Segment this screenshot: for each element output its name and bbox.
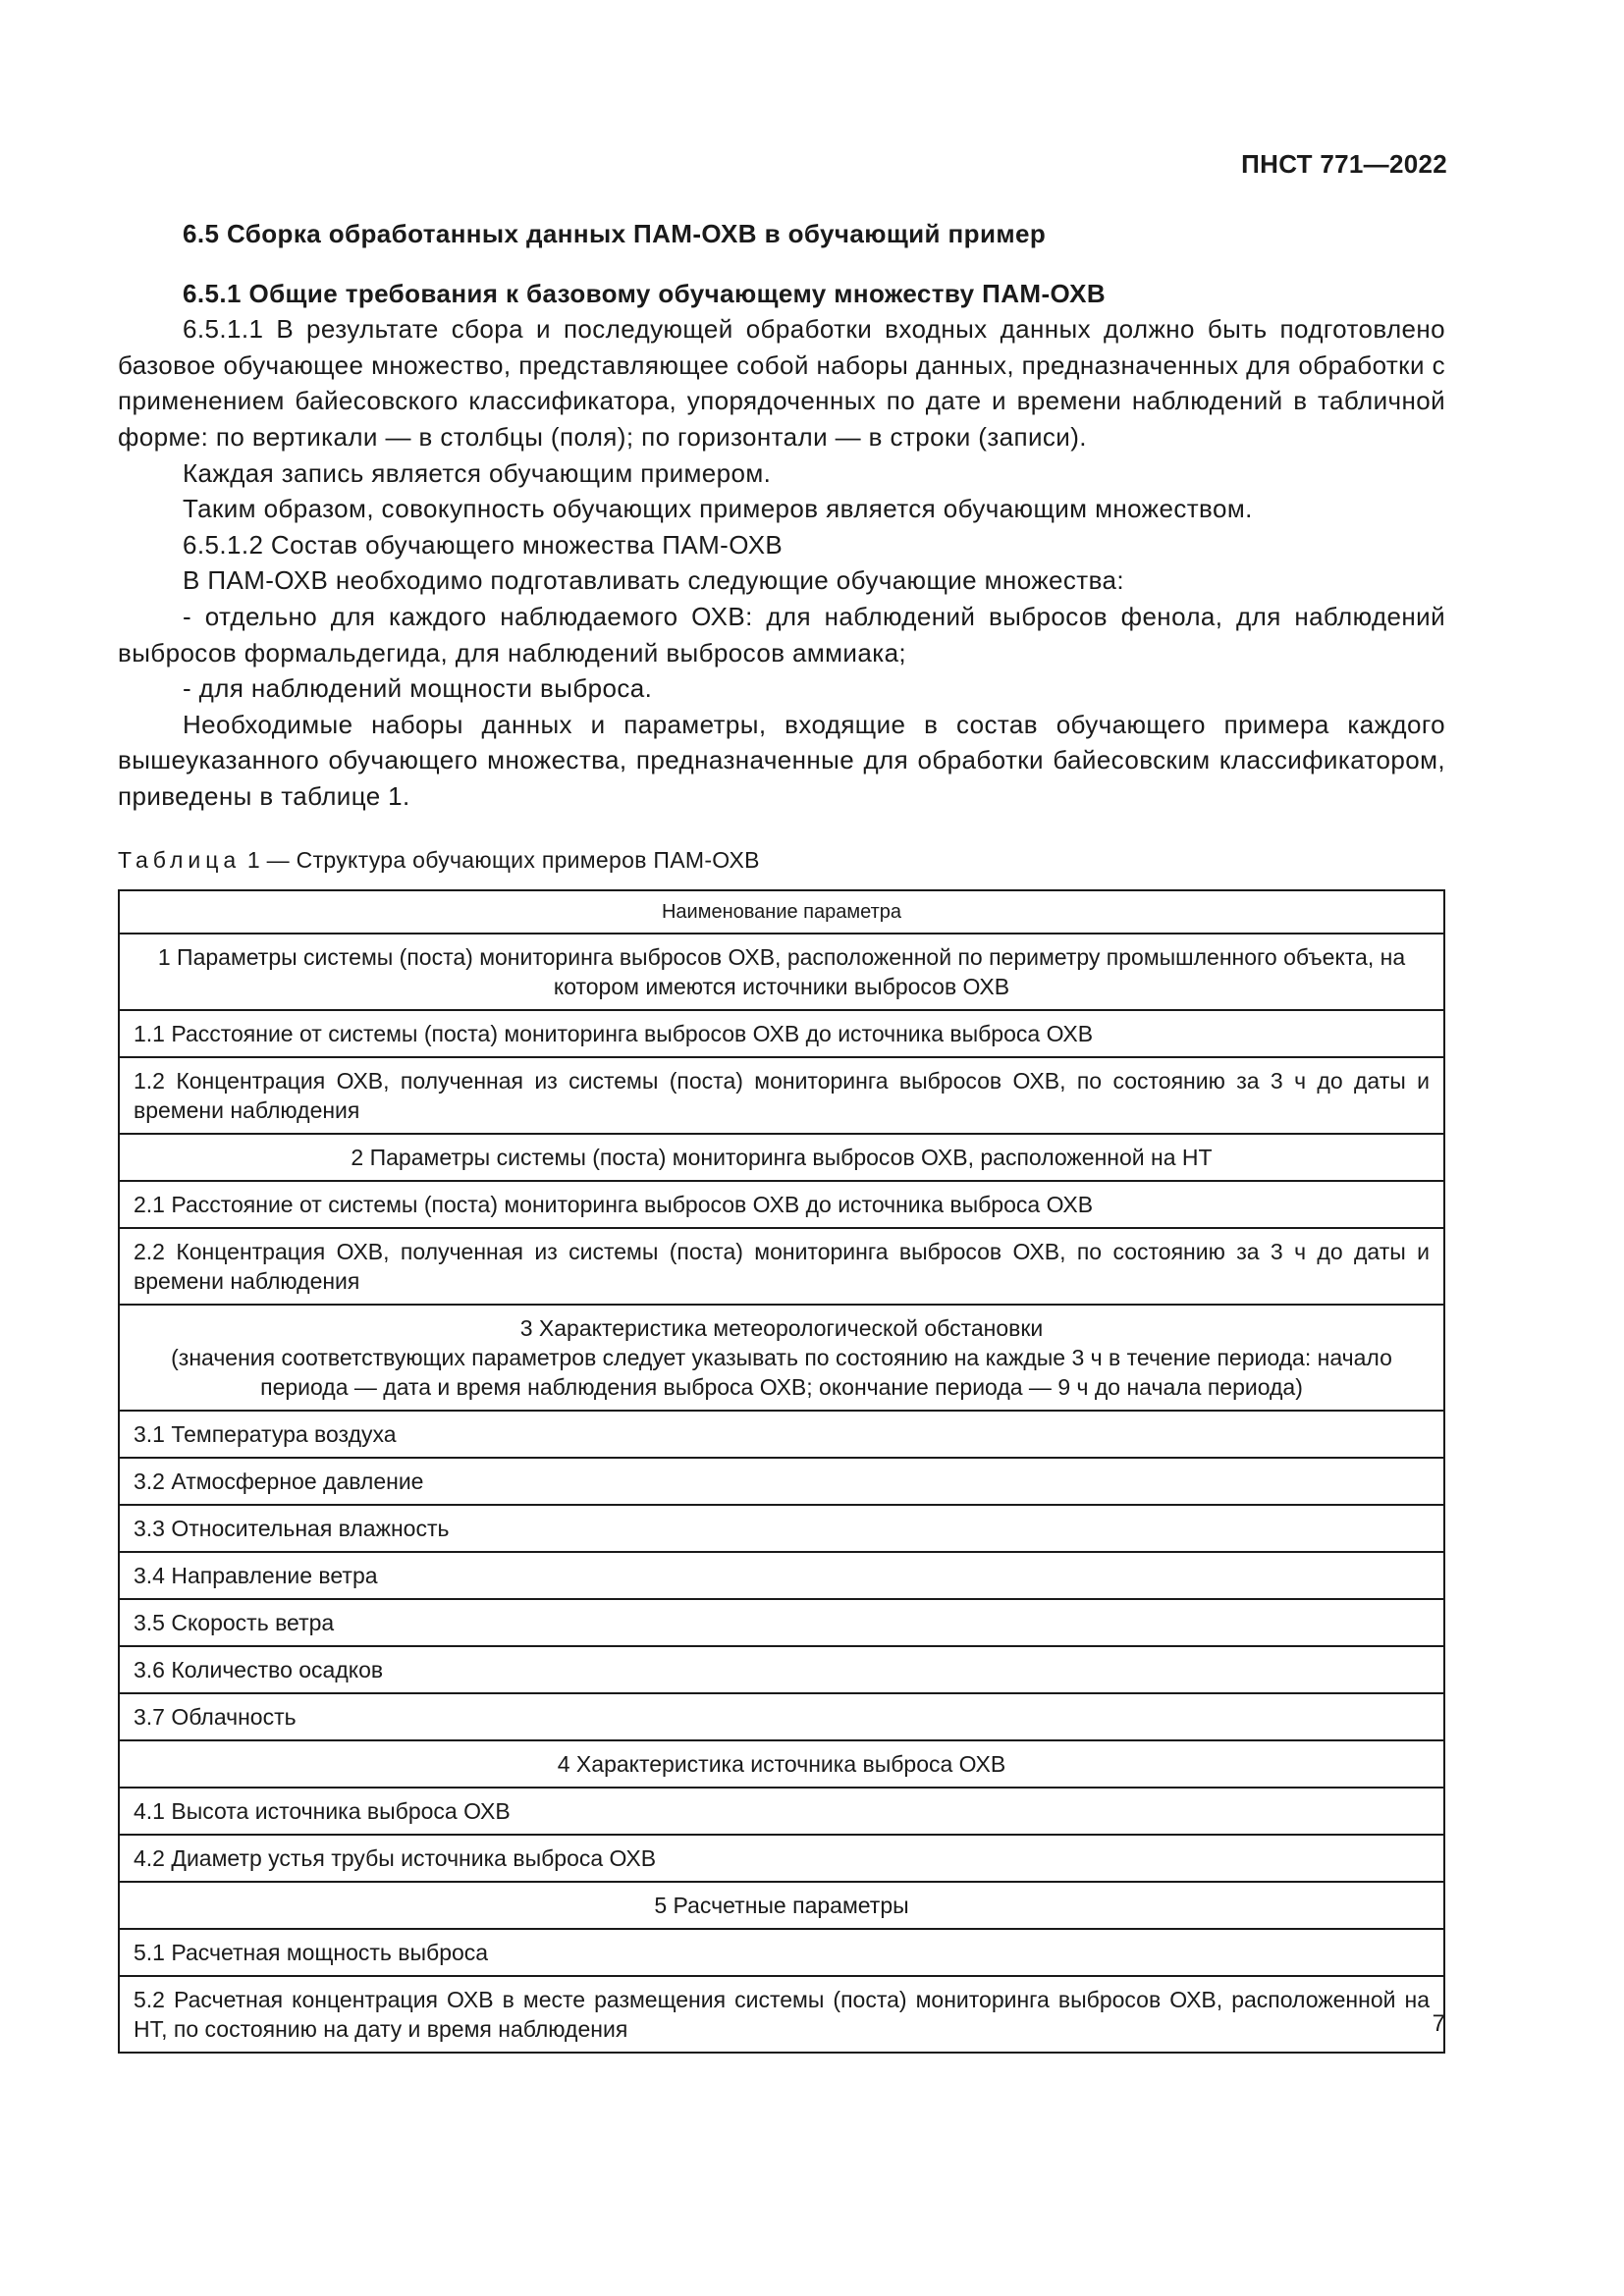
- table-cell: 1.2 Концентрация ОХВ, полученная из системы (поста) мониторинга выбросов ОХВ, по состоянию за 3 ч до даты и времени наблюдения: [119, 1057, 1444, 1134]
- paragraph: - для наблюдений мощности выброса.: [183, 673, 653, 704]
- paragraph: 6.5.1.1 В результате сбора и последующей обработки входных данных должно быть подготовлено базовое обучающее множество, представляющее собой наборы данных, предназначенных для обработки с применением байесовского классификатора, упорядоченных по дате и времени наблюдений в табличной форме: по вертикали — в столбцы (поля); по горизонтали — в строки (записи).: [118, 314, 1445, 452]
- table-row: [119, 1976, 1444, 2053]
- table-section-row: [119, 1882, 1444, 1929]
- parameters-table: [118, 889, 1445, 2054]
- table-row: [119, 1599, 1444, 1646]
- table-row: [119, 1228, 1444, 1305]
- table-caption-title: 1 — Структура обучающих примеров ПАМ-ОХВ: [246, 846, 760, 873]
- table-cell: [119, 1305, 1444, 1411]
- paragraph: В ПАМ-ОХВ необходимо подготавливать следующие обучающие множества:: [183, 565, 1125, 596]
- section-heading-6-5: 6.5 Сборка обработанных данных ПАМ-ОХВ в обучающий пример: [183, 219, 1047, 248]
- table-section-row: [119, 1134, 1444, 1181]
- document-code: ПНСТ 771—2022: [1241, 149, 1447, 179]
- table-header-row: [119, 890, 1444, 934]
- table-row: [119, 1693, 1444, 1740]
- table-cell: 3.6 Количество осадков: [119, 1646, 1444, 1693]
- table-cell: 3.5 Скорость ветра: [119, 1599, 1444, 1646]
- table-cell: 2.2 Концентрация ОХВ, полученная из системы (поста) мониторинга выбросов ОХВ, по состоянию за 3 ч до даты и времени наблюдения: [119, 1228, 1444, 1305]
- table-row: [119, 1181, 1444, 1228]
- table-cell: 2 Параметры системы (поста) мониторинга выбросов ОХВ, расположенной на НТ: [119, 1134, 1444, 1181]
- paragraph: Таким образом, совокупность обучающих примеров является обучающим множеством.: [183, 494, 1253, 524]
- table-cell: 4.2 Диаметр устья трубы источника выброса ОХВ: [119, 1835, 1444, 1882]
- section-title: 3 Характеристика метеорологической обстановки: [519, 1315, 1044, 1342]
- table-row: [119, 1646, 1444, 1693]
- table-cell: 3.1 Температура воздуха: [119, 1411, 1444, 1458]
- table-caption: [118, 842, 1445, 879]
- table-row: [119, 1411, 1444, 1458]
- table-cell: 1 Параметры системы (поста) мониторинга выбросов ОХВ, расположенной по периметру промышленного объекта, на котором имеются источники выбросов ОХВ: [119, 934, 1444, 1010]
- paragraph: - отдельно для каждого наблюдаемого ОХВ: для наблюдений выбросов фенола, для наблюдений выбросов формальдегида, для наблюдений выбросов аммиака;: [118, 601, 1445, 667]
- section-note: (значения соответствующих параметров следует указывать по состоянию на каждые 3 ч в течение периода: начало периода — дата и время наблюдения выброса ОХВ; окончание периода — 9 ч до начала периода): [171, 1345, 1392, 1401]
- table-cell: 3.7 Облачность: [119, 1693, 1444, 1740]
- section-heading-6-5-1: 6.5.1 Общие требования к базовому обучающему множеству ПАМ-ОХВ: [183, 278, 1107, 308]
- column-header: Наименование параметра: [119, 890, 1444, 934]
- table-section-row: [119, 1305, 1444, 1411]
- table-row: [119, 1505, 1444, 1552]
- table-cell: 1.1 Расстояние от системы (поста) мониторинга выбросов ОХВ до источника выброса ОХВ: [119, 1010, 1444, 1057]
- paragraph: Необходимые наборы данных и параметры, входящие в состав обучающего примера каждого вышеуказанного обучающего множества, предназначенные для обработки байесовским классификатором, приведены в таблице 1.: [118, 709, 1445, 811]
- paragraph: 6.5.1.2 Состав обучающего множества ПАМ-ОХВ: [183, 529, 784, 560]
- table-row: [119, 1458, 1444, 1505]
- table-caption-label: Таблица: [118, 846, 242, 873]
- table-cell: 5 Расчетные параметры: [119, 1882, 1444, 1929]
- page-content: [118, 216, 1445, 2054]
- table-section-row: [119, 1740, 1444, 1788]
- table-row: [119, 1788, 1444, 1835]
- table-cell: 4.1 Высота источника выброса ОХВ: [119, 1788, 1444, 1835]
- table-row: [119, 1057, 1444, 1134]
- table-row: [119, 1010, 1444, 1057]
- table-row: [119, 1552, 1444, 1599]
- table-cell: 5.2 Расчетная концентрация ОХВ в месте размещения системы (поста) мониторинга выбросов ОХВ, расположенной на НТ, по состоянию на дату и время наблюдения: [119, 1976, 1444, 2053]
- page-number: 7: [1432, 2010, 1445, 2037]
- paragraph: Каждая запись является обучающим примером.: [183, 457, 772, 488]
- table-cell: 3.3 Относительная влажность: [119, 1505, 1444, 1552]
- table-cell: 3.4 Направление ветра: [119, 1552, 1444, 1599]
- table-section-row: [119, 934, 1444, 1010]
- table-cell: 5.1 Расчетная мощность выброса: [119, 1929, 1444, 1976]
- table-cell: 4 Характеристика источника выброса ОХВ: [119, 1740, 1444, 1788]
- table-cell: 2.1 Расстояние от системы (поста) мониторинга выбросов ОХВ до источника выброса ОХВ: [119, 1181, 1444, 1228]
- table-row: [119, 1835, 1444, 1882]
- table-row: [119, 1929, 1444, 1976]
- table-cell: 3.2 Атмосферное давление: [119, 1458, 1444, 1505]
